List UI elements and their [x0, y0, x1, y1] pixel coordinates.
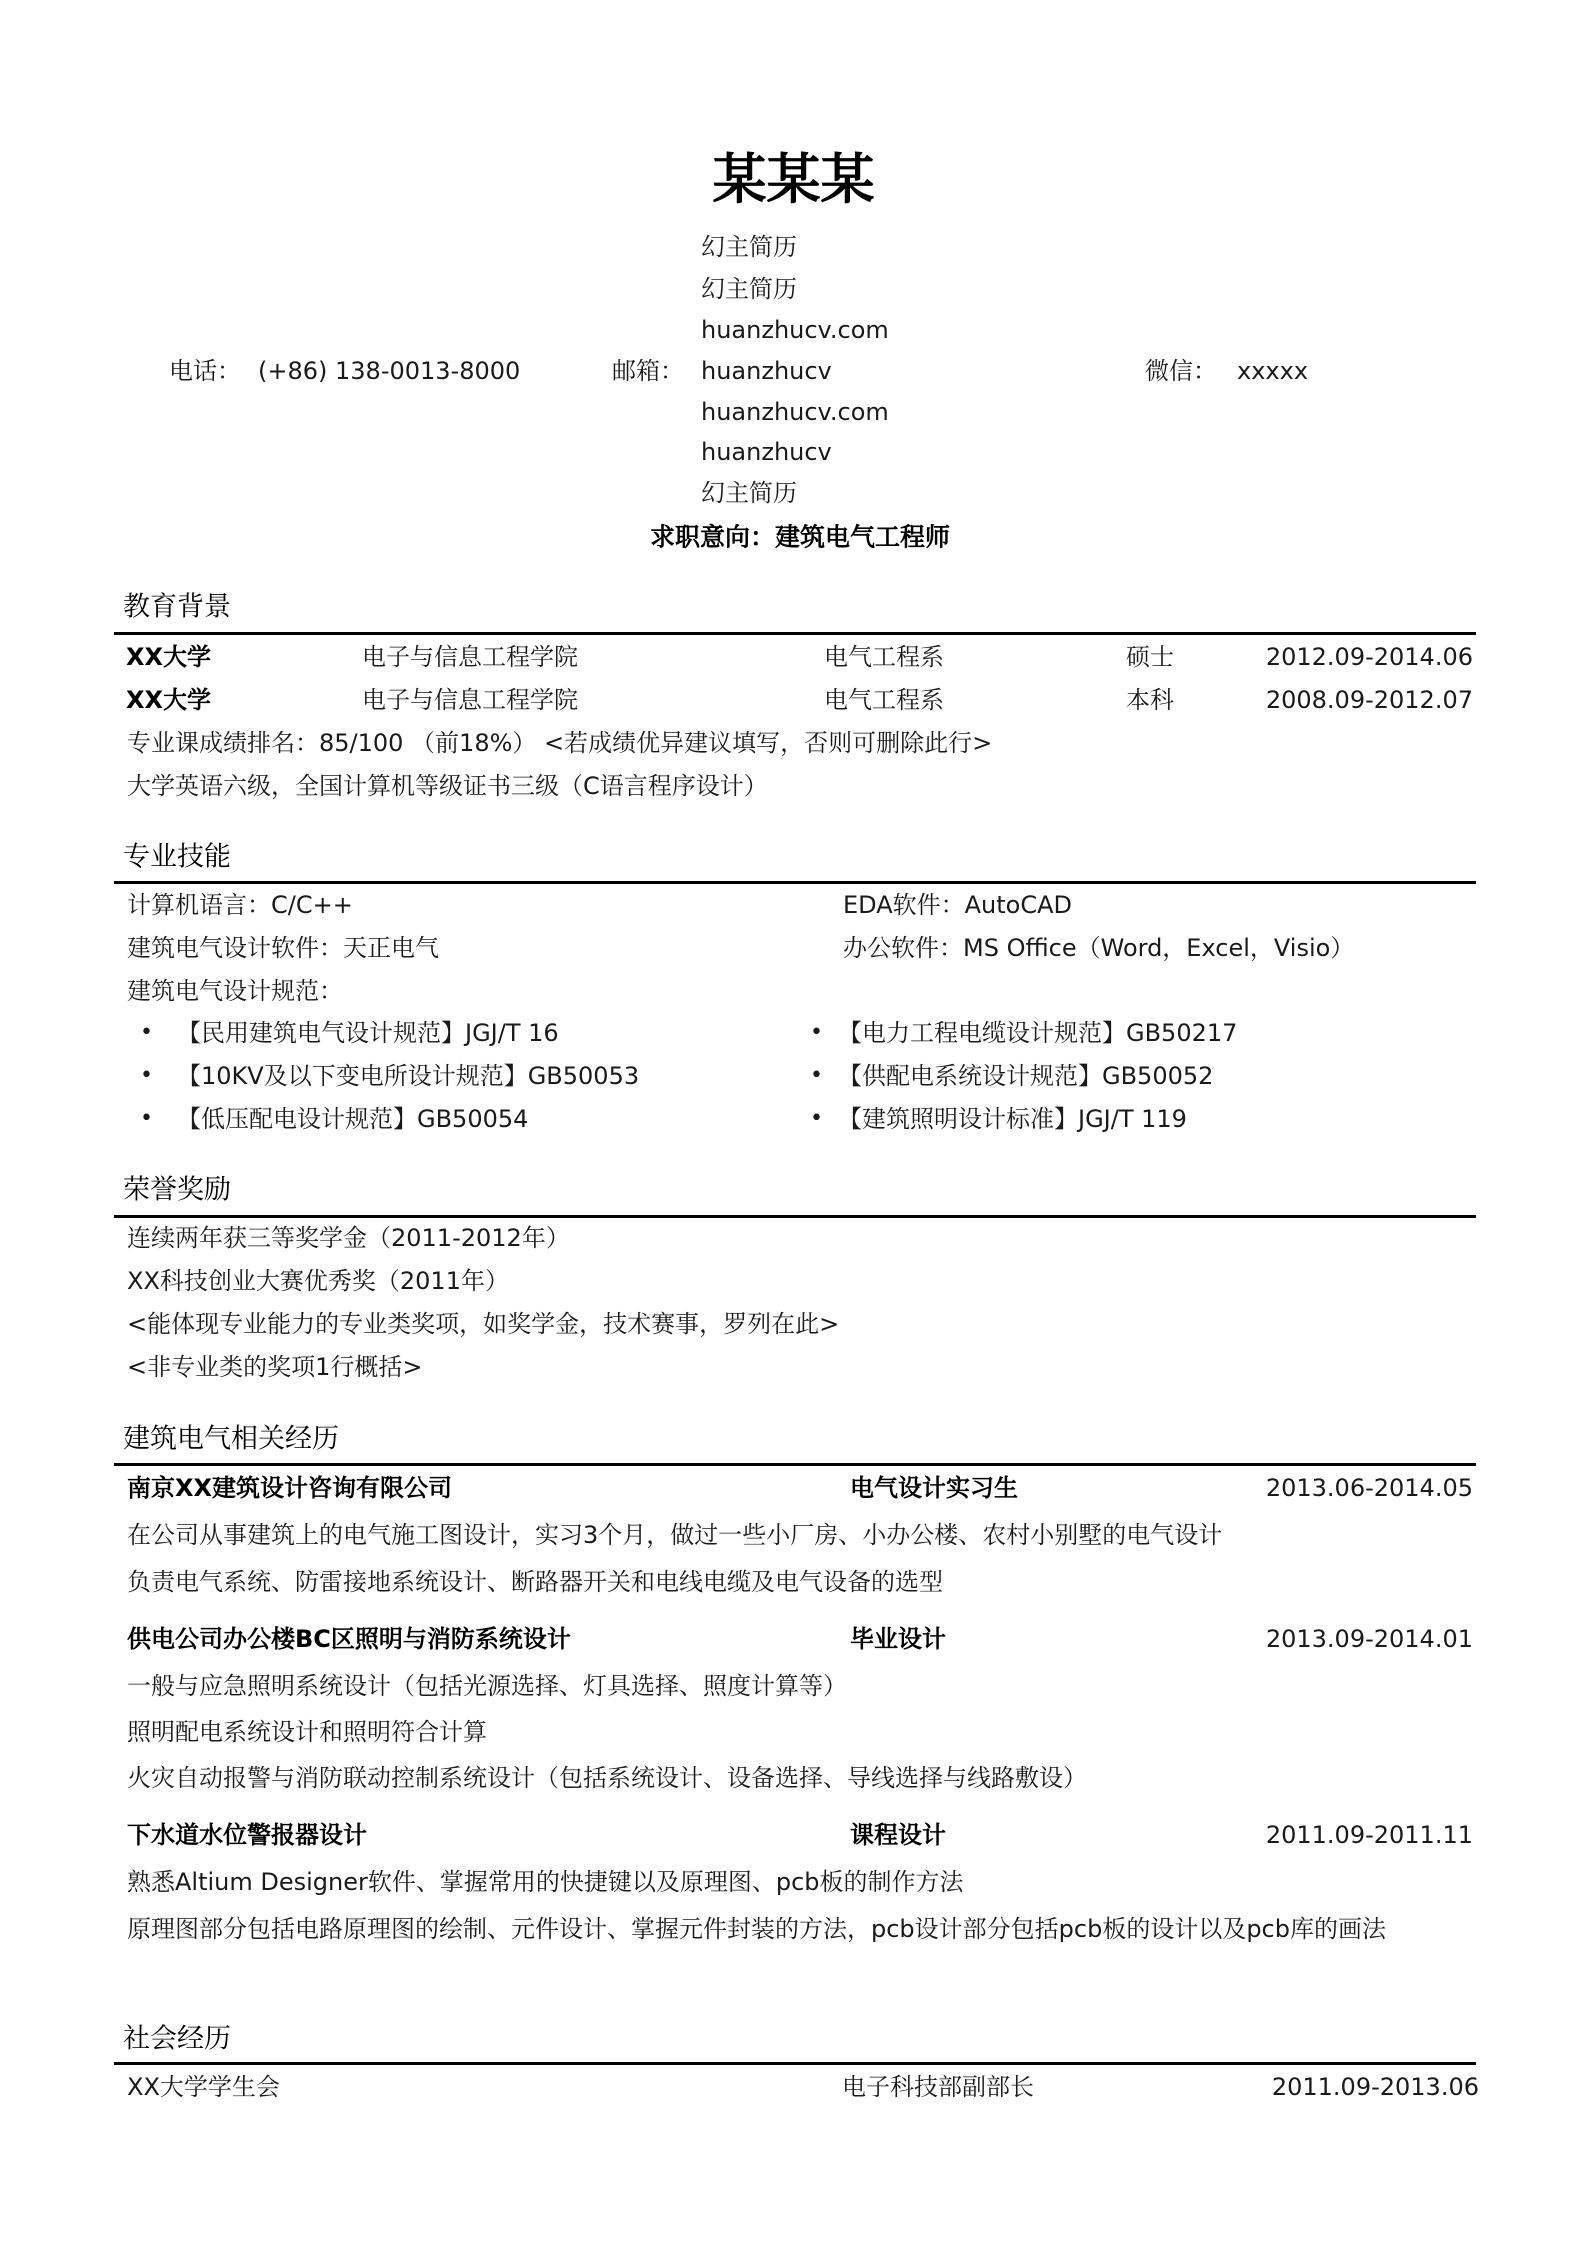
experience-dates: 2013.06-2014.05 [1265, 1474, 1473, 1502]
experience-name: 供电公司办公楼BC区照明与消防系统设计 [127, 1625, 571, 1653]
email-value: huanzhucv [701, 357, 832, 385]
experience-detail: 火灾自动报警与消防联动控制系统设计（包括系统设计、设备选择、导线选择与线路敷设） [127, 1764, 1087, 1792]
social-dates: 2011.09-2013.06 [1271, 2073, 1479, 2101]
experience-name: 南京XX建筑设计咨询有限公司 [127, 1474, 453, 1502]
email-label: 邮箱： [612, 357, 684, 385]
contact-stack-item: huanzhucv.com [701, 316, 889, 344]
education-note: 大学英语六级，全国计算机等级证书三级（C语言程序设计） [127, 772, 768, 800]
experience-role: 电气设计实习生 [850, 1474, 1018, 1502]
degree: 本科 [1126, 686, 1174, 714]
award-item: 连续两年获三等奖学金（2011-2012年） [127, 1224, 570, 1252]
skill-item: 计算机语言：C/C++ [127, 891, 353, 919]
bullet-icon: • [140, 1020, 153, 1045]
section-divider [114, 1215, 1476, 1218]
social-role: 电子科技部副部长 [842, 2073, 1034, 2101]
experience-role: 毕业设计 [850, 1625, 946, 1653]
section-divider [114, 881, 1476, 884]
social-org: XX大学学生会 [127, 2073, 280, 2101]
contact-stack-item: huanzhucv [701, 438, 832, 466]
job-intent: 求职意向：建筑电气工程师 [649, 522, 950, 552]
skill-item: 建筑电气设计软件：天正电气 [127, 934, 439, 962]
standard-item: 【建筑照明设计标准】JGJ/T 119 [838, 1105, 1187, 1133]
standard-item: 【低压配电设计规范】GB50054 [177, 1105, 529, 1133]
dates: 2008.09-2012.07 [1265, 686, 1473, 714]
contact-stack-item: huanzhucv.com [701, 398, 889, 426]
standard-item: 【民用建筑电气设计规范】JGJ/T 16 [177, 1019, 559, 1047]
experience-dates: 2011.09-2011.11 [1265, 1821, 1473, 1849]
phone-label: 电话： [169, 357, 241, 385]
school: XX大学 [126, 643, 212, 671]
bullet-icon: • [140, 1063, 153, 1088]
bullet-icon: • [810, 1063, 823, 1088]
wechat-label: 微信： [1145, 357, 1217, 385]
degree: 硕士 [1126, 643, 1174, 671]
experience-detail: 原理图部分包括电路原理图的绘制、元件设计、掌握元件封装的方法，pcb设计部分包括pcb板的设计以及pcb库的画法 [127, 1915, 1386, 1943]
section-title-social: 社会经历 [123, 2023, 231, 2055]
experience-dates: 2013.09-2014.01 [1265, 1625, 1473, 1653]
bullet-icon: • [810, 1106, 823, 1131]
skill-item: EDA软件：AutoCAD [843, 891, 1073, 919]
skill-item: 办公软件：MS Office（Word，Excel，Visio） [843, 934, 1355, 962]
education-note: 专业课成绩排名：85/100 （前18%） <若成绩优异建议填写，否则可删除此行> [127, 729, 993, 757]
skill-item: 建筑电气设计规范： [127, 977, 343, 1005]
experience-detail: 照明配电系统设计和照明符合计算 [127, 1718, 487, 1746]
section-title-awards: 荣誉奖励 [123, 1174, 231, 1206]
section-title-skills: 专业技能 [123, 841, 231, 873]
award-item: XX科技创业大赛优秀奖（2011年） [127, 1267, 509, 1295]
candidate-name: 某某某 [712, 147, 875, 211]
wechat-value: xxxxx [1237, 357, 1309, 385]
experience-detail: 负责电气系统、防雷接地系统设计、断路器开关和电线电缆及电气设备的选型 [127, 1568, 943, 1596]
contact-stack-item: 幻主简历 [701, 275, 797, 303]
bullet-icon: • [810, 1020, 823, 1045]
award-item: <非专业类的奖项1行概括> [127, 1353, 423, 1381]
experience-detail: 在公司从事建筑上的电气施工图设计，实习3个月，做过一些小厂房、小办公楼、农村小别墅的电气设计 [127, 1521, 1223, 1549]
experience-detail: 一般与应急照明系统设计（包括光源选择、灯具选择、照度计算等） [127, 1672, 847, 1700]
standard-item: 【10KV及以下变电所设计规范】GB50053 [177, 1062, 640, 1090]
school: XX大学 [126, 686, 212, 714]
experience-name: 下水道水位警报器设计 [127, 1821, 367, 1849]
section-title-education: 教育背景 [123, 591, 231, 623]
section-title-experience: 建筑电气相关经历 [123, 1423, 339, 1455]
contact-stack-item: 幻主简历 [701, 233, 797, 261]
dates: 2012.09-2014.06 [1265, 643, 1473, 671]
department: 电气工程系 [824, 686, 944, 714]
section-divider [114, 632, 1476, 635]
section-divider [114, 1463, 1476, 1466]
section-divider [114, 2062, 1476, 2065]
experience-detail: 熟悉Altium Designer软件、掌握常用的快捷键以及原理图、pcb板的制作方法 [127, 1868, 964, 1896]
experience-role: 课程设计 [850, 1821, 946, 1849]
standard-item: 【电力工程电缆设计规范】GB50217 [838, 1019, 1238, 1047]
department: 电气工程系 [824, 643, 944, 671]
college: 电子与信息工程学院 [362, 643, 578, 671]
standard-item: 【供配电系统设计规范】GB50052 [838, 1062, 1214, 1090]
award-item: <能体现专业能力的专业类奖项，如奖学金，技术赛事，罗列在此> [127, 1310, 840, 1338]
college: 电子与信息工程学院 [362, 686, 578, 714]
bullet-icon: • [140, 1106, 153, 1131]
phone-value: (+86) 138-0013-8000 [258, 357, 521, 385]
contact-stack-item: 幻主简历 [701, 479, 797, 507]
